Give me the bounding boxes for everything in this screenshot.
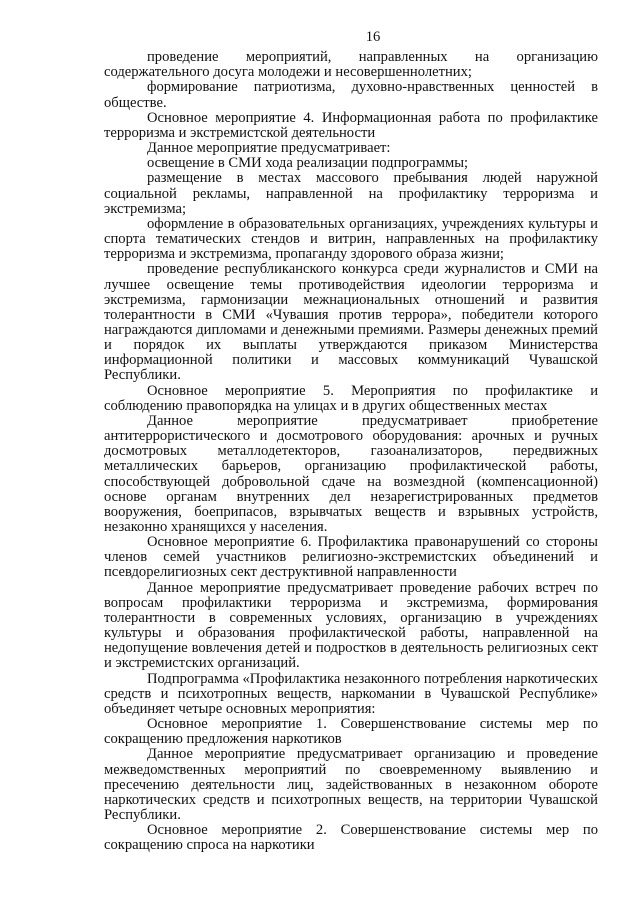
paragraph: Основное мероприятие 4. Информационная работа по профилактике терроризма и экстремистской деятельности [104,109,598,141]
paragraph: размещение в местах массового пребывания людей наружной социальной рекламы, направленной на профилактику терроризма и экстремизма; [104,170,598,217]
paragraph: Подпрограмма «Профилактика незаконного потребления наркотических средств и психотропных веществ, наркомании в Чувашской Республике» объединяет четыре основных мероприятия: [104,670,599,717]
paragraph: Основное мероприятие 6. Профилактика правонарушений со стороны членов семей участников религиозно-экстремистских объединений и псевдорелигиозных сект деструктивной направленности [104,534,598,581]
paragraph: формирование патриотизма, духовно-нравственных ценностей в обществе. [104,79,598,111]
paragraph: освещение в СМИ хода реализации подпрограммы; [147,155,469,172]
page-number: 16 [365,29,381,45]
document-page [104,30,598,853]
paragraph: Основное мероприятие 2. Совершенствование системы мер по сокращению спроса на наркотики [104,822,598,854]
paragraph: Основное мероприятие 1. Совершенствование системы мер по сокращению предложения наркотиков [104,716,598,748]
paragraph: Основное мероприятие 5. Мероприятия по профилактике и соблюдению правопорядка на улицах и в других общественных местах [104,382,598,414]
paragraph: оформление в образовательных организациях, учреждениях культуры и спорта тематических стендов и витрин, направленных на профилактику терроризма и экстремизма, пропаганду здорового образа жизни; [104,215,598,263]
paragraph: Данное мероприятие предусматривает приобретение антитеррористического и досмотрового оборудования: арочных и ручных досмотровых металлодетекторов, газоанализаторов, передвижных металлических барьеров, организацию профилактической работы, способствующей добровольной сдаче на возмездной (компенсационной) основе органам внутренних дел незарегистрированных предметов вооружения, боеприпасов, взрывчатых веществ и взрывных устройств, незаконно хранящихся у населения. [104,412,598,535]
paragraph: проведение республиканского конкурса среди журналистов и СМИ на лучшее освещение темы противодействия идеологии терроризма и экстремизма, гармонизации межнациональных отношений и развития толерантности в СМИ «Чувашия против террора», победители которого награждаются дипломами и денежными премиями. Размеры денежных премий и порядок их выплаты утверждаются приказом Министерства информационной политики и массовых коммуникаций Чувашской Республики. [104,261,598,384]
paragraph: Данное мероприятие предусматривает: [147,140,391,157]
paragraph: Данное мероприятие предусматривает проведение рабочих встреч по вопросам профилактики терроризма и экстремизма, формирования толерантности в современных условиях, организацию в учреждениях культуры и образования профилактической работы, направленной на недопущение вовлечения детей и подростков в деятельность религиозных сект и экстремистских организаций. [104,579,598,672]
paragraph: проведение мероприятий, направленных на организацию содержательного досуга молодежи и несовершеннолетних; [104,49,598,81]
paragraph: Данное мероприятие предусматривает организацию и проведение межведомственных мероприятий по своевременному выявлению и пресечению деятельности лиц, задействованных в незаконном обороте наркотических средств и психотропных веществ, на территории Чувашской Республики. [104,746,598,823]
